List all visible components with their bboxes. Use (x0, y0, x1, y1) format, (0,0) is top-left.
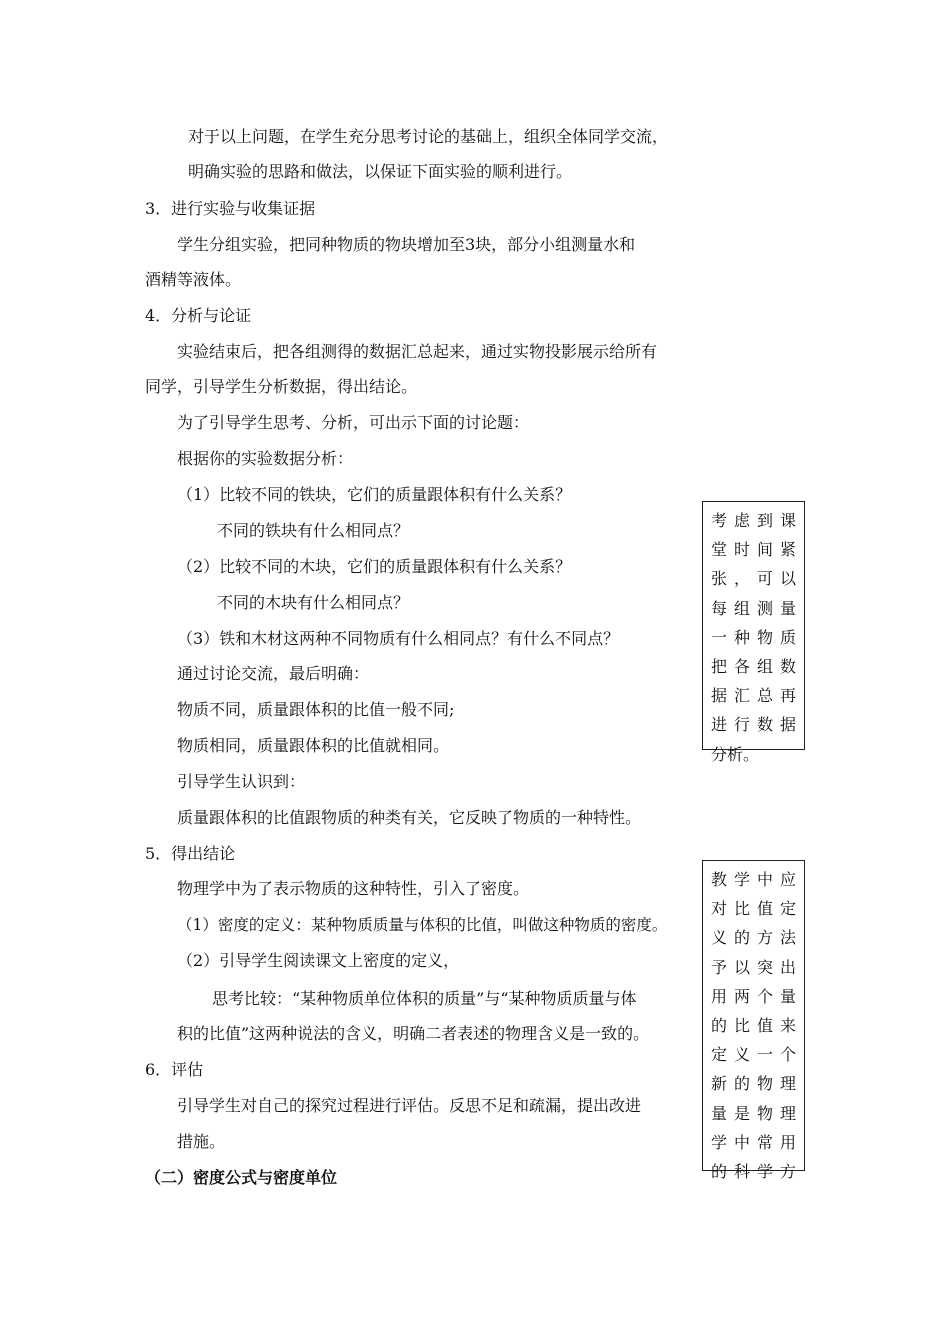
note-line: 教学中应 (711, 870, 796, 889)
text-line: 引导学生认识到： (177, 772, 306, 791)
note-line: 分析。 (711, 744, 760, 764)
note-line: 定义一个 (711, 1045, 796, 1065)
note-line: 据汇总再 (711, 686, 796, 706)
note-line: 堂时间紧 (711, 540, 796, 560)
text-line: 学生分组实验，把同种物质的物块增加至3块，部分小组测量水和 (177, 235, 636, 254)
text-line: 酒精等液体。 (145, 270, 242, 289)
margin-note-2 (702, 860, 805, 1182)
note-line: 把各组数 (711, 657, 796, 677)
note-line: 用两个量 (711, 986, 796, 1006)
note-line: 学中常用 (711, 1132, 796, 1152)
note-line: 的比值来 (711, 1016, 796, 1036)
note-line: 张，可以 (711, 569, 796, 589)
text-line: 物理学中为了表示物质的这种特性，引入了密度。 (177, 879, 530, 898)
text-line: 对于以上问题，在学生充分思考讨论的基础上，组织全体同学交流， (188, 127, 669, 146)
text-line: 同学，引导学生分析数据，得出结论。 (145, 377, 418, 396)
note-line: 每组测量 (711, 598, 796, 618)
text-line: 引导学生对自己的探究过程进行评估。反思不足和疏漏，提出改进 (177, 1096, 642, 1115)
text-line: 根据你的实验数据分析： (177, 449, 354, 468)
text-line: 积的比值”这两种说法的含义，明确二者表述的物理含义是一致的。 (177, 1024, 650, 1043)
text-line: 物质相同，质量跟体积的比值就相同。 (177, 736, 450, 755)
text-line: 通过讨论交流，最后明确： (177, 664, 370, 683)
note-line: 考虑到课 (711, 511, 796, 530)
text-line: 实验结束后，把各组测得的数据汇总起来，通过实物投影展示给所有 (177, 342, 658, 361)
text-line: 明确实验的思路和做法，以保证下面实验的顺利进行。 (188, 162, 573, 181)
section-heading: 4．分析与论证 (145, 306, 252, 325)
text-line: 质量跟体积的比值跟物质的种类有关，它反映了物质的一种特性。 (177, 808, 642, 827)
note-line: 予以突出 (711, 957, 796, 977)
definition-item: （1）密度的定义：某种物质质量与体积的比值，叫做这种物质的密度。 (177, 916, 668, 934)
note-line: 进行数据 (711, 715, 796, 735)
question-item: （1）比较不同的铁块，它们的质量跟体积有什么关系？ (177, 485, 572, 504)
text-line: 思考比较：“某种物质单位体积的质量”与“某种物质质量与体 (212, 989, 637, 1008)
question-item: （3）铁和木材这两种不同物质有什么相同点？有什么不同点？ (177, 629, 620, 648)
note-line: 新的物理 (711, 1074, 796, 1094)
text-line: 不同的铁块有什么相同点？ (217, 521, 410, 540)
section-heading: 5．得出结论 (145, 844, 236, 863)
section-heading: 6．评估 (145, 1060, 204, 1079)
note-line: 量是物理 (711, 1103, 796, 1123)
margin-note-1 (702, 501, 805, 764)
note-line: 一种物质 (711, 627, 796, 647)
text-line: 为了引导学生思考、分析，可出示下面的讨论题： (177, 413, 530, 432)
note-line: 义的方法 (711, 928, 796, 948)
text-line: 措施。 (177, 1132, 226, 1151)
question-item: （2）比较不同的木块，它们的质量跟体积有什么关系？ (177, 557, 572, 576)
text-line: 物质不同，质量跟体积的比值一般不同; (177, 700, 455, 719)
note-line: 的科学方 (711, 1162, 796, 1182)
text-line: （2）引导学生阅读课文上密度的定义， (177, 951, 460, 970)
text-line: 不同的木块有什么相同点？ (217, 593, 410, 612)
section-heading: 3．进行实验与收集证据 (145, 199, 316, 218)
subsection-heading: （二）密度公式与密度单位 (145, 1168, 338, 1187)
note-line: 对比值定 (711, 899, 796, 919)
